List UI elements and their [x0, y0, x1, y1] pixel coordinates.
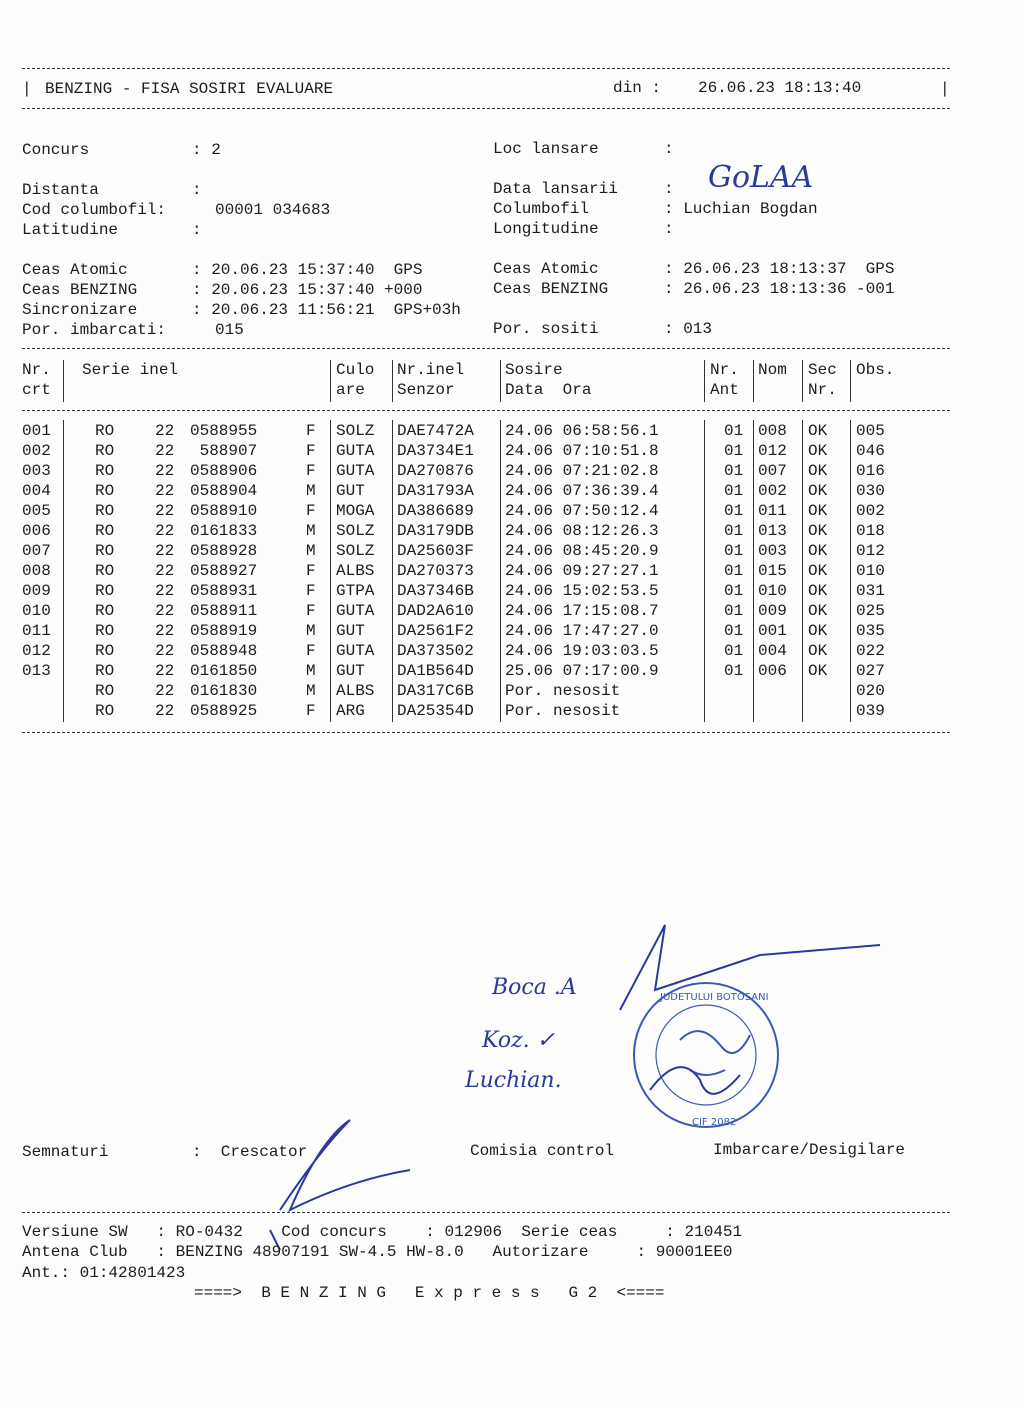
cell-sosire: 24.06 17:47:27.0 [505, 622, 659, 640]
cell-sosire: 24.06 07:10:51.8 [505, 442, 659, 460]
cell-culoare: SOLZ [336, 522, 375, 540]
cell-obs: 035 [856, 622, 885, 640]
cell-obs: 018 [856, 522, 885, 540]
cell-ant: 01 [724, 542, 744, 560]
cell-nom: 015 [758, 562, 787, 580]
cell-tara: RO [95, 682, 115, 700]
cell-sex: F [306, 582, 316, 600]
cell-tara: RO [95, 602, 115, 620]
breeder-signature-label: : Crescator [192, 1143, 308, 1161]
cell-obs: 039 [856, 702, 885, 720]
cell-an: 22 [155, 682, 175, 700]
cell-sex: F [306, 602, 316, 620]
cell-an: 22 [155, 462, 175, 480]
cell-inel: 0588927 [190, 562, 258, 580]
cell-senzor: DA31793A [397, 482, 474, 500]
cell-sec: OK [808, 562, 828, 580]
cell-nom: 004 [758, 642, 787, 660]
cell-culoare: ALBS [336, 682, 375, 700]
column-divider [392, 360, 393, 402]
cell-culoare: ARG [336, 702, 365, 720]
cell-culoare: GUTA [336, 642, 375, 660]
column-divider [330, 420, 331, 722]
column-divider [500, 360, 501, 402]
cell-inel: 0161850 [190, 662, 258, 680]
column-header-nom: Nom [758, 361, 787, 379]
cell-inel: 0588904 [190, 482, 258, 500]
cell-ant: 01 [724, 642, 744, 660]
divider [22, 108, 950, 109]
cell-inel: 0588910 [190, 502, 258, 520]
footer-ant: Ant.: 01:42801423 [22, 1264, 186, 1282]
svg-text:CIF 2082: CIF 2082 [692, 1117, 737, 1128]
handwritten-note: Luchian. [465, 1068, 562, 1093]
cell-nr: 003 [22, 462, 51, 480]
cell-senzor: DA3734E1 [397, 442, 474, 460]
cell-an: 22 [155, 422, 175, 440]
cell-nom: 013 [758, 522, 787, 540]
column-divider [802, 360, 803, 402]
cell-nom: 008 [758, 422, 787, 440]
divider [22, 68, 950, 69]
cell-tara: RO [95, 442, 115, 460]
column-divider [330, 360, 331, 402]
clock-label: Ceas BENZING [493, 280, 609, 298]
cell-senzor: DA25603F [397, 542, 474, 560]
cell-senzor: DA317C6B [397, 682, 474, 700]
divider [22, 1212, 950, 1213]
column-header-sosire: Sosire Data Ora [505, 361, 592, 399]
cell-sec: OK [808, 582, 828, 600]
cell-nr: 004 [22, 482, 51, 500]
divider [22, 348, 950, 349]
cell-nr: 007 [22, 542, 51, 560]
column-header-obs: Obs. [856, 361, 895, 379]
cell-an: 22 [155, 522, 175, 540]
header-bar-right: | [940, 80, 950, 98]
cell-culoare: SOLZ [336, 422, 375, 440]
cell-sec: OK [808, 622, 828, 640]
cell-an: 22 [155, 582, 175, 600]
cell-ant: 01 [724, 662, 744, 680]
cell-nr: 013 [22, 662, 51, 680]
cell-inel: 0588911 [190, 602, 258, 620]
cell-culoare: GUTA [336, 602, 375, 620]
signatures-label: Semnaturi [22, 1143, 109, 1161]
cell-sec: OK [808, 502, 828, 520]
cell-ant: 01 [724, 442, 744, 460]
cell-senzor: DA386689 [397, 502, 474, 520]
stamp [634, 983, 778, 1128]
cell-sec: OK [808, 542, 828, 560]
cell-culoare: GUT [336, 482, 365, 500]
cell-inel: 0588948 [190, 642, 258, 660]
cell-ant: 01 [724, 422, 744, 440]
cell-ant: 01 [724, 602, 744, 620]
cell-nom: 007 [758, 462, 787, 480]
column-divider [753, 360, 754, 402]
boarding-label: Imbarcare/Desigilare [713, 1141, 906, 1159]
cell-culoare: GUTA [336, 462, 375, 480]
cell-nom: 002 [758, 482, 787, 500]
cell-culoare: GUTA [336, 442, 375, 460]
cell-sex: F [306, 642, 316, 660]
handwritten-note: Boca .A [492, 975, 577, 1000]
cell-obs: 012 [856, 542, 885, 560]
stamp-inner-ring [656, 1005, 756, 1105]
cell-inel: 0588906 [190, 462, 258, 480]
cell-tara: RO [95, 542, 115, 560]
cell-sex: M [306, 542, 316, 560]
column-divider [802, 420, 803, 722]
cell-tara: RO [95, 582, 115, 600]
cell-an: 22 [155, 562, 175, 580]
column-divider [704, 360, 705, 402]
cell-obs: 005 [856, 422, 885, 440]
footer-antenna: Antena Club : BENZING 48907191 SW-4.5 HW-8.0 Autorizare : 90001EE0 [22, 1243, 733, 1261]
cell-sec: OK [808, 482, 828, 500]
cell-ant: 01 [724, 622, 744, 640]
clock-value: : 20.06.23 15:37:40 GPS [192, 261, 423, 279]
field-value: : Luchian Bogdan [664, 200, 818, 218]
cell-an: 22 [155, 542, 175, 560]
field-label: Cod columbofil: [22, 201, 167, 219]
cell-senzor: DA25354D [397, 702, 474, 720]
divider [22, 410, 950, 411]
cell-sosire: 24.06 07:50:12.4 [505, 502, 659, 520]
cell-inel: 0588919 [190, 622, 258, 640]
cell-an: 22 [155, 482, 175, 500]
cell-sosire: 24.06 06:58:56.1 [505, 422, 659, 440]
clock-value: : 20.06.23 11:56:21 GPS+03h [192, 301, 461, 319]
column-header-sec: Sec Nr. [808, 361, 837, 399]
control-committee-label: Comisia control [470, 1142, 615, 1160]
cell-nom: 009 [758, 602, 787, 620]
cell-nom: 012 [758, 442, 787, 460]
clock-value: : 26.06.23 18:13:36 -001 [664, 280, 895, 298]
svg-text:JUDETULUI BOTOSANI: JUDETULUI BOTOSANI [660, 992, 769, 1003]
cell-sec: OK [808, 522, 828, 540]
field-label: Loc lansare [493, 140, 599, 158]
column-header-serie: Serie inel [82, 361, 179, 379]
cell-nom: 010 [758, 582, 787, 600]
cell-obs: 046 [856, 442, 885, 460]
cell-sec: OK [808, 442, 828, 460]
cell-tara: RO [95, 502, 115, 520]
cell-nr: 009 [22, 582, 51, 600]
cell-culoare: MOGA [336, 502, 375, 520]
cell-sosire: Por. nesosit [505, 702, 621, 720]
footer-banner: ====> B E N Z I N G E x p r e s s G 2 <==== [194, 1284, 665, 1302]
column-header-ant: Nr. Ant [710, 361, 739, 399]
stamp-outer-ring [634, 983, 778, 1127]
cell-obs: 027 [856, 662, 885, 680]
cell-sec: OK [808, 662, 828, 680]
cell-inel: 0588928 [190, 542, 258, 560]
cell-tara: RO [95, 482, 115, 500]
cell-senzor: DA2561F2 [397, 622, 474, 640]
cell-sex: M [306, 662, 316, 680]
cell-tara: RO [95, 462, 115, 480]
cell-sosire: 24.06 08:45:20.9 [505, 542, 659, 560]
clock-value: 015 [215, 321, 244, 339]
cell-an: 22 [155, 442, 175, 460]
cell-senzor: DA270373 [397, 562, 474, 580]
divider [22, 732, 950, 733]
cell-an: 22 [155, 662, 175, 680]
column-divider [850, 360, 851, 402]
field-label: Columbofil [493, 200, 590, 218]
column-header-culoare: Culo are [336, 361, 375, 399]
field-label: Longitudine [493, 220, 599, 238]
field-value: : [664, 140, 674, 158]
cell-sex: F [306, 702, 316, 720]
cell-ant: 01 [724, 462, 744, 480]
cell-sex: M [306, 682, 316, 700]
cell-tara: RO [95, 562, 115, 580]
cell-sex: F [306, 462, 316, 480]
cell-sec: OK [808, 422, 828, 440]
cell-an: 22 [155, 602, 175, 620]
cell-inel: 588907 [190, 442, 258, 460]
cell-an: 22 [155, 702, 175, 720]
handwritten-signature: GoLAA [708, 160, 814, 195]
cell-senzor: DA373502 [397, 642, 474, 660]
cell-sex: F [306, 502, 316, 520]
header-bar-left: | [22, 80, 32, 98]
column-header-nr: Nr. crt [22, 361, 51, 399]
column-divider [63, 360, 64, 402]
cell-inel: 0588955 [190, 422, 258, 440]
cell-an: 22 [155, 622, 175, 640]
cell-sex: M [306, 482, 316, 500]
field-value: : [192, 221, 202, 239]
field-label: Distanta [22, 181, 99, 199]
column-divider [850, 420, 851, 722]
cell-tara: RO [95, 422, 115, 440]
cell-culoare: ALBS [336, 562, 375, 580]
cell-an: 22 [155, 502, 175, 520]
cell-sosire: 24.06 17:15:08.7 [505, 602, 659, 620]
cell-sec: OK [808, 642, 828, 660]
cell-obs: 025 [856, 602, 885, 620]
cell-nr: 006 [22, 522, 51, 540]
cell-nom: 003 [758, 542, 787, 560]
field-value: 00001 034683 [215, 201, 331, 219]
column-divider [63, 420, 64, 722]
column-divider [500, 420, 501, 722]
column-divider [704, 420, 705, 722]
column-divider [753, 420, 754, 722]
cell-sex: F [306, 442, 316, 460]
cell-ant: 01 [724, 502, 744, 520]
cell-nr: 001 [22, 422, 51, 440]
cell-ant: 01 [724, 562, 744, 580]
cell-inel: 0588931 [190, 582, 258, 600]
cell-senzor: DA1B564D [397, 662, 474, 680]
cell-sosire: Por. nesosit [505, 682, 621, 700]
field-label: Concurs [22, 141, 90, 159]
cell-tara: RO [95, 702, 115, 720]
cell-ant: 01 [724, 482, 744, 500]
cell-senzor: DAE7472A [397, 422, 474, 440]
cell-tara: RO [95, 662, 115, 680]
cell-sec: OK [808, 462, 828, 480]
cell-obs: 016 [856, 462, 885, 480]
cell-sosire: 24.06 15:02:53.5 [505, 582, 659, 600]
cell-sex: F [306, 422, 316, 440]
cell-inel: 0161830 [190, 682, 258, 700]
cell-nr: 011 [22, 622, 51, 640]
cell-sosire: 24.06 08:12:26.3 [505, 522, 659, 540]
cell-nr: 008 [22, 562, 51, 580]
cell-senzor: DA3179DB [397, 522, 474, 540]
cell-culoare: SOLZ [336, 542, 375, 560]
cell-sosire: 24.06 07:36:39.4 [505, 482, 659, 500]
signatures [270, 925, 880, 1250]
cell-sosire: 24.06 07:21:02.8 [505, 462, 659, 480]
cell-inel: 0161833 [190, 522, 258, 540]
cell-nr: 005 [22, 502, 51, 520]
cell-obs: 031 [856, 582, 885, 600]
cell-ant: 01 [724, 582, 744, 600]
clock-label: Ceas Atomic [22, 261, 128, 279]
date-value: 26.06.23 18:13:40 [698, 79, 862, 97]
field-value: : [192, 181, 202, 199]
field-label: Data lansarii [493, 180, 618, 198]
cell-sex: M [306, 522, 316, 540]
cell-nr: 002 [22, 442, 51, 460]
clock-value: : 26.06.23 18:13:37 GPS [664, 260, 895, 278]
clock-label: Por. sositi [493, 320, 599, 338]
cell-obs: 002 [856, 502, 885, 520]
cell-senzor: DAD2A610 [397, 602, 474, 620]
cell-sosire: 24.06 19:03:03.5 [505, 642, 659, 660]
cell-obs: 022 [856, 642, 885, 660]
cell-nr: 010 [22, 602, 51, 620]
cell-sosire: 25.06 07:17:00.9 [505, 662, 659, 680]
cell-nom: 006 [758, 662, 787, 680]
handwritten-note: Koz. ✓ [482, 1028, 556, 1053]
footer-version: Versiune SW : RO-0432 Cod concurs : 012906 Serie ceas : 210451 [22, 1223, 743, 1241]
cell-sex: F [306, 562, 316, 580]
field-value: : [664, 180, 674, 198]
cell-culoare: GUT [336, 622, 365, 640]
cell-tara: RO [95, 622, 115, 640]
cell-obs: 030 [856, 482, 885, 500]
cell-obs: 020 [856, 682, 885, 700]
clock-value: : 013 [664, 320, 713, 338]
cell-ant: 01 [724, 522, 744, 540]
field-value: : [664, 220, 674, 238]
bird-icon [680, 1031, 750, 1075]
cell-sex: M [306, 622, 316, 640]
field-label: Latitudine [22, 221, 119, 239]
date-label: din : [613, 79, 662, 97]
cell-senzor: DA270876 [397, 462, 474, 480]
cell-tara: RO [95, 642, 115, 660]
cell-inel: 0588925 [190, 702, 258, 720]
clock-label: Por. imbarcati: [22, 321, 167, 339]
cell-culoare: GTPA [336, 582, 375, 600]
cell-tara: RO [95, 522, 115, 540]
cell-senzor: DA37346B [397, 582, 474, 600]
clock-label: Ceas BENZING [22, 281, 138, 299]
field-value: : 2 [192, 141, 221, 159]
cell-nr: 012 [22, 642, 51, 660]
clock-label: Sincronizare [22, 301, 138, 319]
clock-value: : 20.06.23 15:37:40 +000 [192, 281, 423, 299]
cell-culoare: GUT [336, 662, 365, 680]
clock-label: Ceas Atomic [493, 260, 599, 278]
cell-nom: 011 [758, 502, 787, 520]
page-title: BENZING - FISA SOSIRI EVALUARE [45, 80, 334, 98]
cell-sosire: 24.06 09:27:27.1 [505, 562, 659, 580]
cell-obs: 010 [856, 562, 885, 580]
cell-sec: OK [808, 602, 828, 620]
column-header-senzor: Nr.inel Senzor [397, 361, 465, 399]
cell-an: 22 [155, 642, 175, 660]
cell-nom: 001 [758, 622, 787, 640]
column-divider [392, 420, 393, 722]
